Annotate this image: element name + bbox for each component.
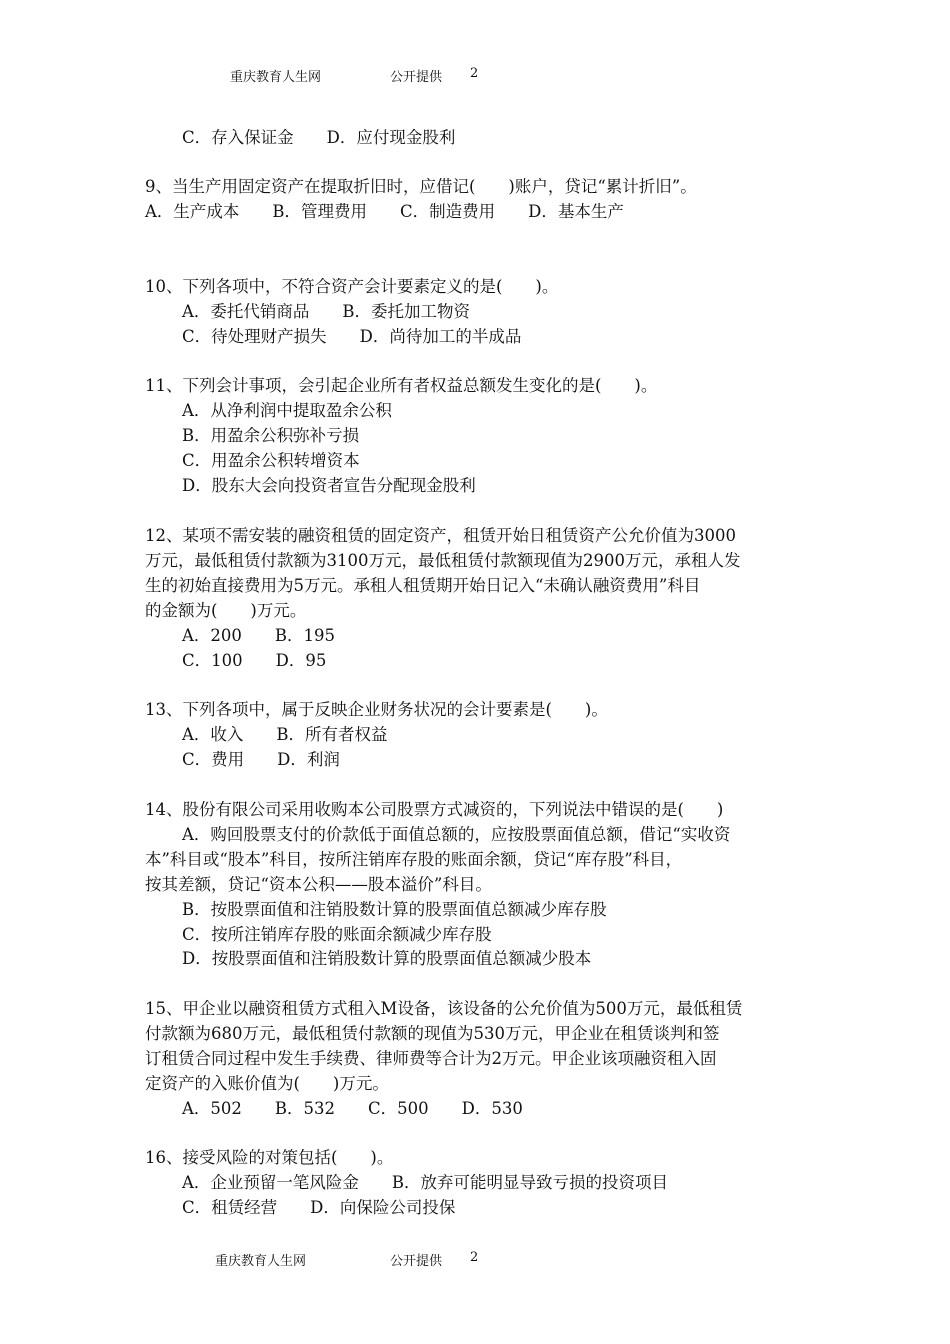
question-13: 13、下列各项中，属于反映企业财务状况的会计要素是( )。 (145, 700, 608, 719)
text-line: C．待处理财产损失 D．尚待加工的半成品 (182, 327, 522, 346)
question-14: 14、股份有限公司采用收购本公司股票方式减资的，下列说法中错误的是( ) (145, 800, 724, 819)
text-line: C．按所注销库存股的账面余额减少库存股 (182, 925, 492, 944)
text-line: A．收入 B．所有者权益 (182, 725, 388, 744)
text-line: D．按股票面值和注销股数计算的股票面值总额减少股本 (182, 949, 592, 968)
text-line: B．按股票面值和注销股数计算的股票面值总额减少库存股 (182, 900, 607, 919)
text-line: A．502 B．532 C．500 D．530 (182, 1099, 523, 1118)
text-line: A．购回股票支付的价款低于面值总额的，应按股票面值总额，借记“实收资 (182, 825, 731, 844)
text-line: A．委托代销商品 B．委托加工物资 (182, 302, 471, 321)
text-line: 按其差额，贷记“资本公积——股本溢价”科目。 (145, 875, 492, 894)
text-line: D．股东大会向投资者宣告分配现金股利 (182, 476, 476, 495)
footer-site: 重庆教育人生网 (215, 1254, 307, 1269)
text-line: C．存入保证金 D．应付现金股利 (182, 128, 456, 147)
text-line: 万元，最低租赁付款额为3100万元，最低租赁付款额现值为2900万元，承租人发 (145, 551, 741, 570)
header-site: 重庆教育人生网 (230, 70, 322, 85)
text-line: C．租赁经营 D．向保险公司投保 (182, 1198, 456, 1217)
footer-note: 公开提供 (390, 1254, 443, 1269)
text-line: C．费用 D．利润 (182, 750, 340, 769)
text-line: 本”科目或“股本”科目，按所注销库存股的账面余额，贷记“库存股”科目， (145, 850, 683, 869)
text-line: 生的初始直接费用为5万元。承租人租赁期开始日记入“未确认融资费用”科目 (145, 576, 701, 595)
text-line: 的金额为( )万元。 (145, 601, 307, 620)
question-16: 16、接受风险的对策包括( )。 (145, 1148, 394, 1167)
text-line: C．100 D．95 (182, 651, 327, 670)
text-line: A．从净利润中提取盈余公积 (182, 401, 392, 420)
text-line: C．用盈余公积转增资本 (182, 451, 360, 470)
text-line: 订租赁合同过程中发生手续费、律师费等合计为2万元。甲企业该项融资租入固 (145, 1049, 717, 1068)
text-line: 付款额为680万元，最低租赁付款额的现值为530万元，甲企业在租赁谈判和签 (145, 1024, 720, 1043)
question-11: 11、下列会计事项，会引起企业所有者权益总额发生变化的是( )。 (145, 376, 658, 395)
footer-page-number: 2 (470, 1250, 479, 1265)
text-line: A．生产成本 B．管理费用 C．制造费用 D．基本生产 (145, 202, 624, 221)
text-line: B．用盈余公积弥补亏损 (182, 426, 360, 445)
text-line: A．200 B．195 (182, 626, 336, 645)
question-15: 15、甲企业以融资租赁方式租入M设备，该设备的公允价值为500万元，最低租赁 (145, 999, 743, 1018)
header-page-number: 2 (470, 66, 479, 81)
question-10: 10、下列各项中，不符合资产会计要素定义的是( )。 (145, 277, 559, 296)
text-line: 定资产的入账价值为( )万元。 (145, 1074, 389, 1093)
question-9: 9、当生产用固定资产在提取折旧时，应借记( )账户，贷记“累计折旧”。 (145, 177, 697, 196)
question-12: 12、某项不需安装的融资租赁的固定资产，租赁开始日租赁资产公允价值为3000 (145, 526, 736, 545)
header-note: 公开提供 (390, 70, 443, 85)
text-line: A．企业预留一笔风险金 B．放弃可能明显导致亏损的投资项目 (182, 1173, 669, 1192)
